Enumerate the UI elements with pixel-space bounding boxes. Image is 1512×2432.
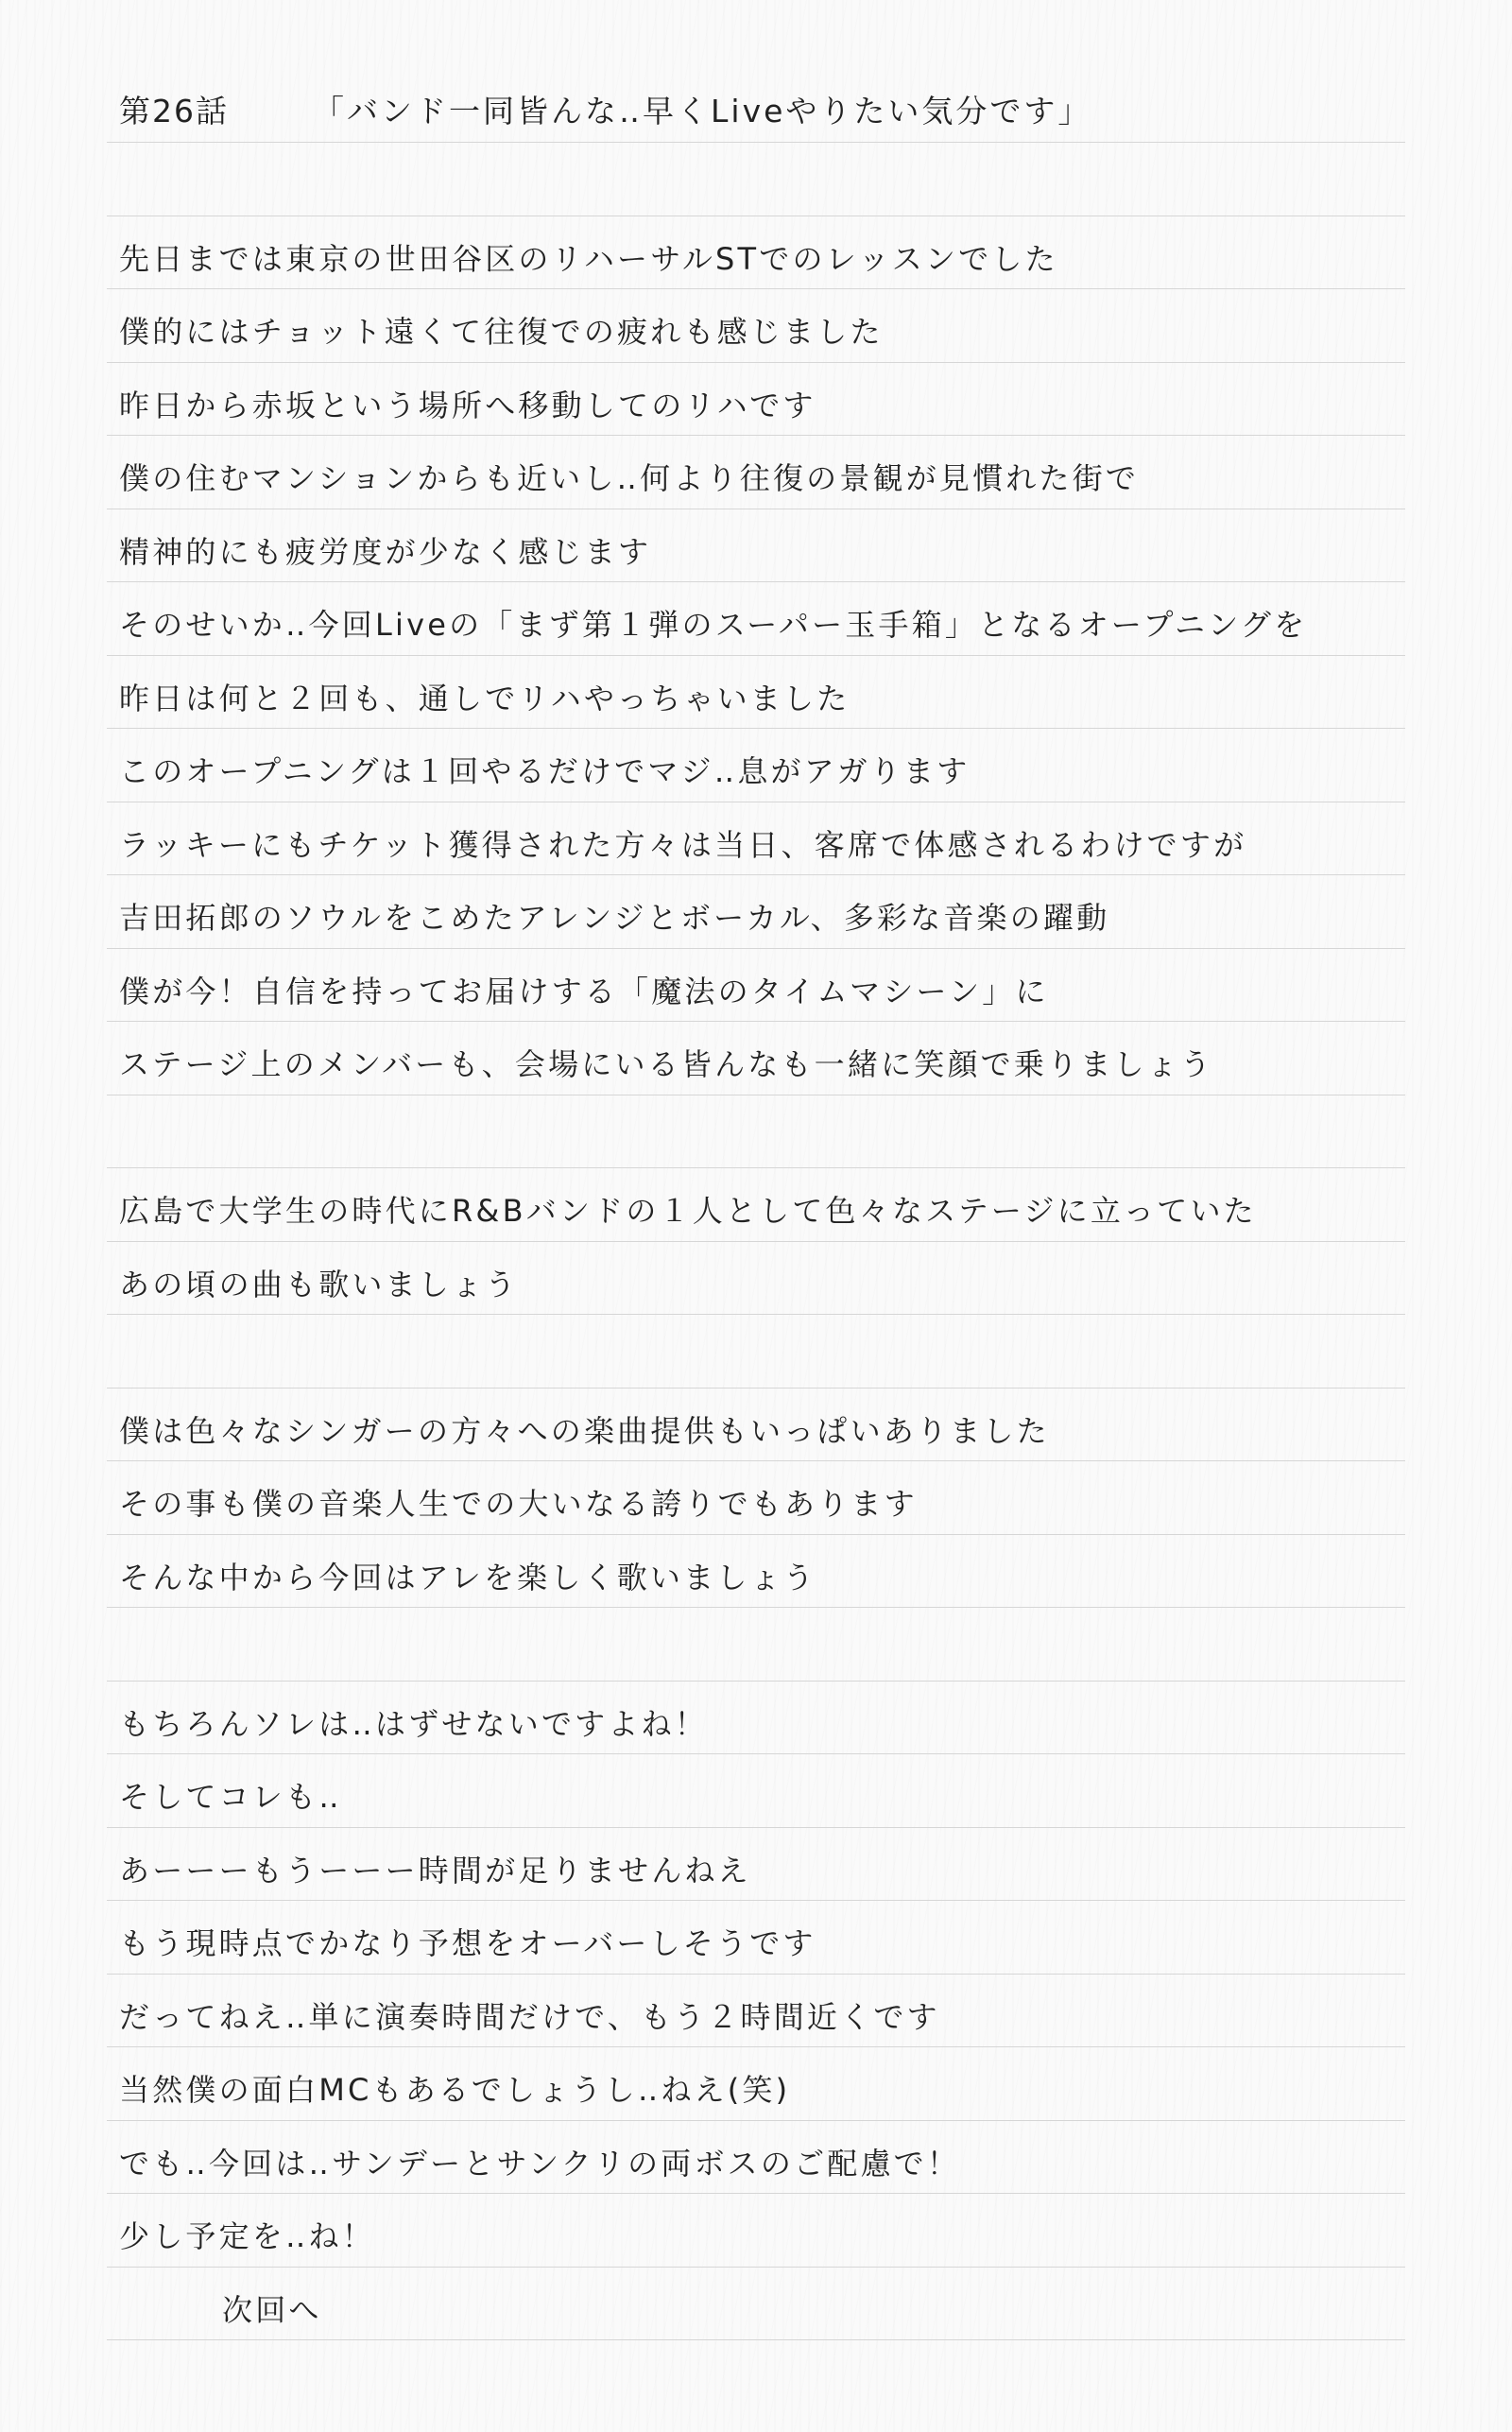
body-text-line: そのせいか‥今回Liveの「まず第１弾のスーパー玉手箱」となるオープニングを — [119, 607, 1308, 643]
ruled-line — [107, 1901, 1405, 1975]
body-text-line: 僕的にはチョット遠くて往復での疲れも感じました — [119, 314, 884, 350]
ruled-line — [107, 2194, 1405, 2268]
body-text-line: もう現時点でかなり予想をオーバーしそうです — [119, 1925, 816, 1961]
ruled-line — [107, 1095, 1405, 1169]
body-text-line: 広島で大学生の時代にR&Bバンドの１人として色々なステージに立っていた — [119, 1193, 1257, 1229]
title-row — [107, 68, 1405, 143]
ruled-line — [107, 2121, 1405, 2195]
ruled-line — [107, 216, 1405, 290]
episode-number: 第26話 — [119, 93, 229, 129]
body-text-line: もちろんソレは‥はずせないですよね！ — [119, 1705, 708, 1742]
ruled-line — [107, 656, 1405, 730]
ruled-line — [107, 2268, 1405, 2341]
body-text-line: あの頃の曲も歌いましょう — [119, 1266, 519, 1302]
ruled-line — [107, 436, 1405, 509]
body-text-line: 吉田拓郎のソウルをこめたアレンジとボーカル、多彩な音楽の躍動 — [119, 900, 1110, 936]
ruled-line — [107, 1315, 1405, 1388]
ruled-sheet — [107, 68, 1405, 2340]
body-text-line: 昨日は何と２回も、通しでリハやっちゃいました — [119, 680, 850, 716]
body-text-line: 少し予定を‥ね！ — [119, 2218, 375, 2254]
ruled-line — [107, 1022, 1405, 1095]
ruled-line — [107, 1535, 1405, 1609]
body-text-line: 当然僕の面白MCもあるでしょうし‥ねえ(笑) — [119, 2072, 791, 2108]
body-text-line: その事も僕の音楽人生での大いなる誇りでもあります — [119, 1486, 918, 1522]
episode-title: 「バンド一同皆んな‥早くLiveやりたい気分です」 — [313, 93, 1092, 129]
body-text-line: 精神的にも疲労度が少なく感じます — [119, 533, 652, 570]
ruled-line — [107, 1975, 1405, 2048]
body-text-line: だってねえ‥単に演奏時間だけで、もう２時間近くです — [119, 1998, 940, 2035]
body-text-line: 先日までは東京の世田谷区のリハーサルSTでのレッスンでした — [119, 240, 1058, 277]
ruled-line — [107, 289, 1405, 363]
body-text-line: 僕は色々なシンガーの方々への楽曲提供もいっぱいありました — [119, 1412, 1050, 1449]
ruled-line — [107, 363, 1405, 437]
ruled-line — [107, 1754, 1405, 1828]
ruled-line — [107, 802, 1405, 876]
body-text-line: でも‥今回は‥サンデーとサンクリの両ボスのご配慮で！ — [119, 2145, 961, 2182]
ruled-line — [107, 1682, 1405, 1755]
ruled-line — [107, 1461, 1405, 1535]
body-text-line: そんな中から今回はアレを楽しく歌いましょう — [119, 1559, 816, 1595]
body-text-line: ステージ上のメンバーも、会場にいる皆んなも一緒に笑顔で乗りましょう — [119, 1046, 1214, 1082]
ruled-line — [107, 2047, 1405, 2121]
next-episode-label: 次回へ — [222, 2291, 322, 2328]
body-text-line: ラッキーにもチケット獲得された方々は当日、客席で体感されるわけですが — [119, 826, 1247, 863]
body-text-line: あーーーもうーーー時間が足りませんねえ — [119, 1852, 751, 1889]
ruled-line — [107, 1608, 1405, 1682]
body-text-line: 僕が今！自信を持ってお届けする「魔法のタイムマシーン」に — [119, 973, 1049, 1009]
ruled-line — [107, 1828, 1405, 1902]
ruled-line — [107, 582, 1405, 656]
body-text-line: 昨日から赤坂という場所へ移動してのリハです — [119, 387, 816, 423]
ruled-line — [107, 1242, 1405, 1316]
ruled-line — [107, 1168, 1405, 1242]
ruled-line — [107, 949, 1405, 1023]
ruled-line — [107, 509, 1405, 583]
body-text-line: このオープニングは１回やるだけでマジ‥息がアガります — [119, 753, 971, 789]
ruled-line — [107, 875, 1405, 949]
ruled-line — [107, 729, 1405, 802]
body-text-line: そしてコレも‥ — [119, 1779, 342, 1815]
ruled-line — [107, 143, 1405, 216]
ruled-line — [107, 1388, 1405, 1462]
body-text-line: 僕の住むマンションからも近いし‥何より往復の景観が見慣れた街で — [119, 460, 1140, 496]
